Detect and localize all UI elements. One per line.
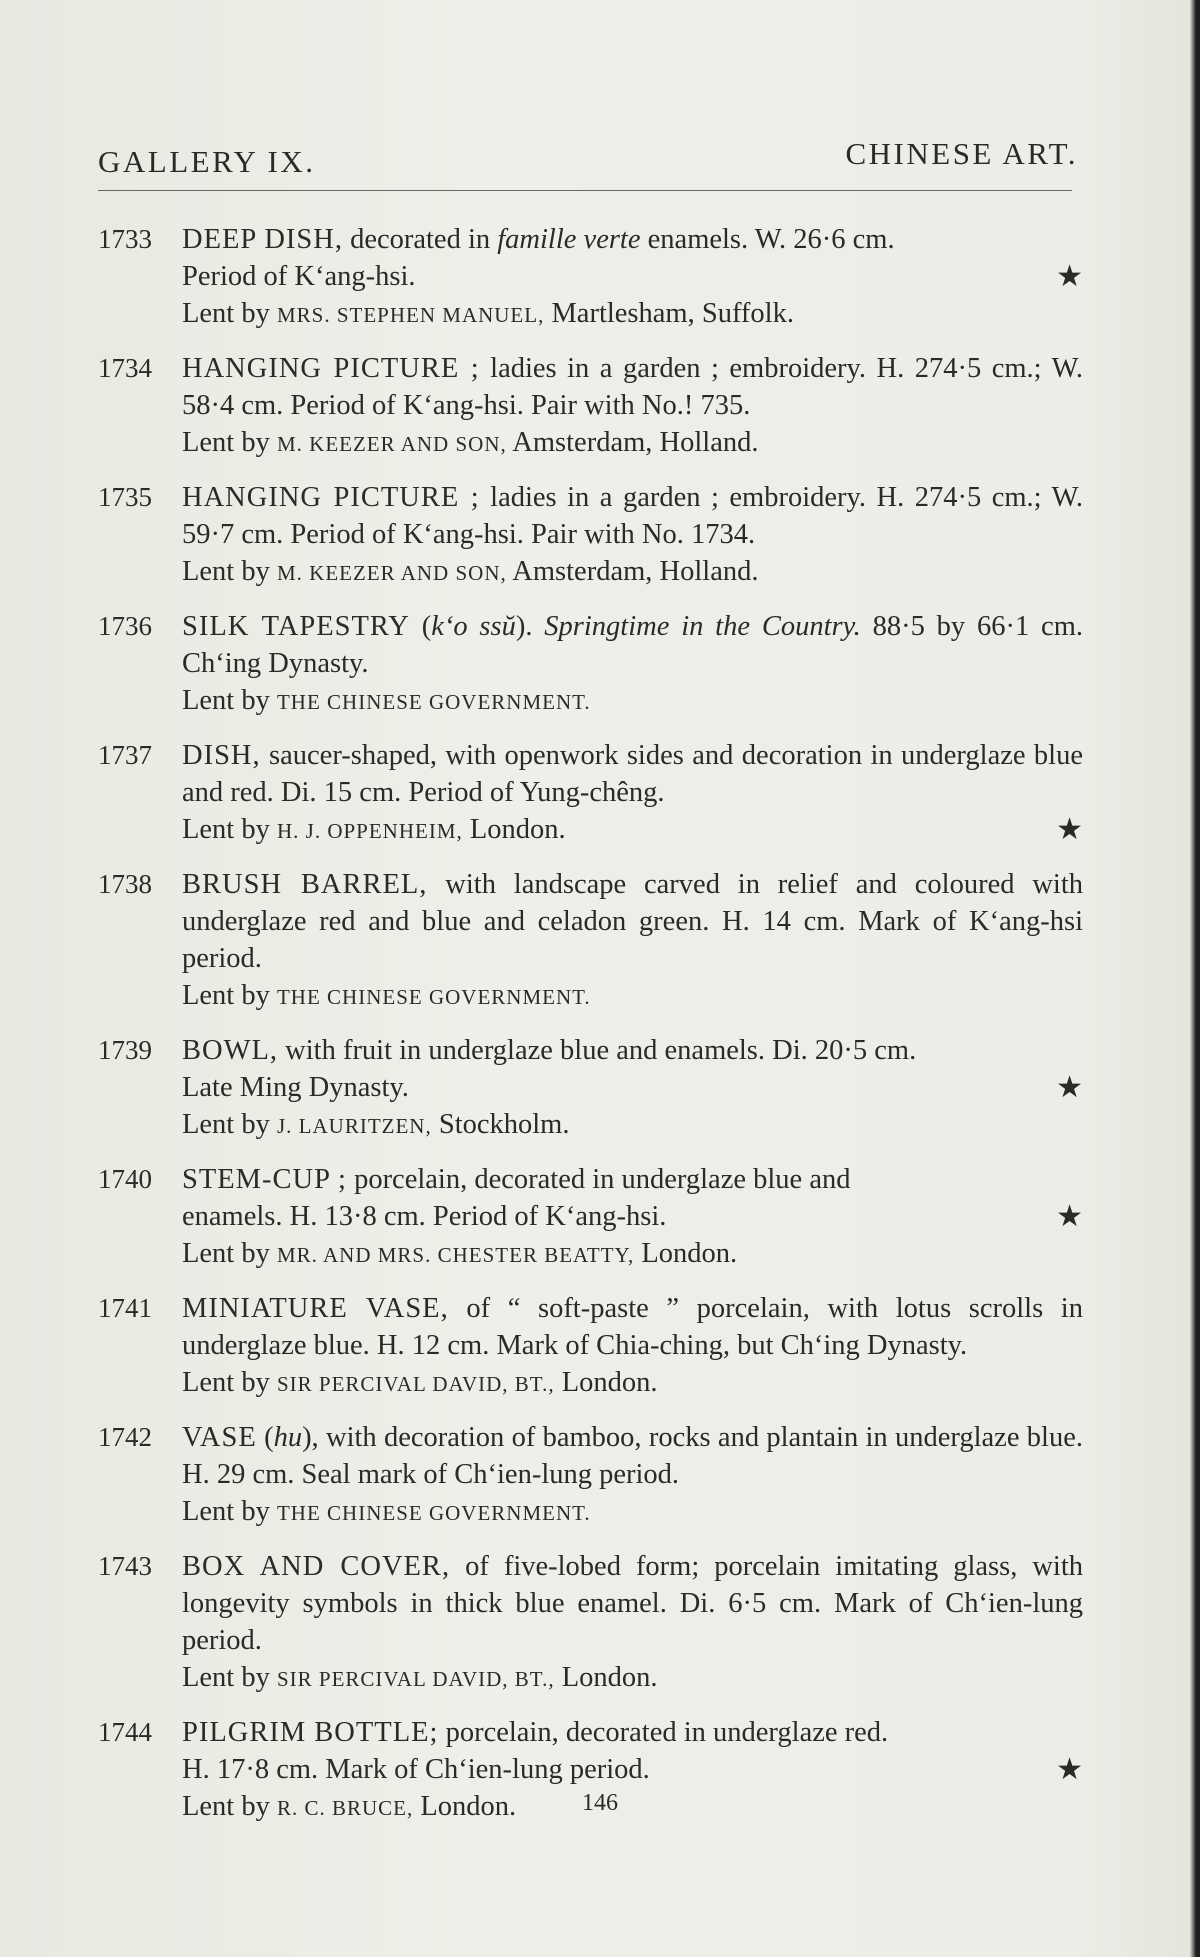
entry-text: porcelain, decorated in underglaze blue and [346,1164,851,1195]
entry-text: Late Ming Dynasty. [182,1072,409,1103]
lender-line [182,1106,1083,1145]
catalogue-entry [98,1419,1083,1532]
lender-name: M. KEEZER AND SON, [276,561,507,585]
entry-description [182,1290,1083,1364]
lent-by: Lent by [182,814,277,845]
lender-line [182,977,1083,1016]
entry-text: porcelain, decorated in underglaze red. [438,1717,889,1748]
catalogue-entry [98,1290,1083,1403]
entry-text: ladies in a garden ; embroidery. H. 274·5 cm.; W. 59·7 cm. Period of K‘ang-hsi. Pair with No. 1734. [182,482,1083,550]
entry-number: 1737 [98,740,152,770]
lent-by: Lent by [182,1367,277,1398]
star-icon: ★ [1056,1200,1083,1233]
entry-italic: famille verte [497,224,641,255]
entry-text: ( [409,611,432,642]
catalogue-entry [98,1032,1083,1145]
catalogue-entry [98,1548,1083,1698]
entry-number: 1738 [98,869,152,899]
lent-by: Lent by [182,556,277,587]
lent-by: Lent by [182,427,277,458]
catalogue-entry [98,350,1083,463]
entry-title: DISH, [182,740,261,771]
star-icon: ★ [1056,813,1083,846]
star-icon: ★ [1056,1753,1083,1786]
lent-by: Lent by [182,1238,277,1269]
entry-text: with landscape carved in relief and coloured with underglaze red and blue and celadon green. H. 14 cm. Mark of K‘ang-hsi period. [182,869,1083,974]
lent-by: Lent by [182,298,277,329]
entry-text: ), with decoration of bamboo, rocks and plantain in underglaze blue. H. 29 cm. Seal mark of Ch‘ien-lung period. [182,1422,1083,1490]
entry-title: DEEP DISH, [182,224,343,255]
entry-number: 1740 [98,1164,152,1194]
entry-italic: hu [273,1422,303,1453]
entry-text: H. 17·8 cm. Mark of Ch‘ien-lung period. [182,1754,650,1785]
catalogue-entry [98,608,1083,721]
catalogue-entry [98,866,1083,1016]
entry-text: saucer-shaped, with openwork sides and decoration in underglaze blue and red. Di. 15 cm. Period of Yung-chêng. [182,740,1083,808]
entry-description [182,1032,1083,1069]
entry-line [182,258,1083,295]
entry-title: VASE [182,1422,257,1453]
lender-place: Amsterdam, Holland. [506,556,759,587]
entry-title: BOWL, [182,1035,279,1066]
entry-number: 1743 [98,1551,152,1581]
lent-by: Lent by [182,685,277,716]
lender-place: Martlesham, Suffolk. [544,298,794,329]
entry-title: HANGING PICTURE ; [182,482,480,513]
entry-text: Period of K‘ang-hsi. [182,261,416,292]
header-rule [98,190,1072,191]
lender-place: London. [634,1238,738,1269]
entry-title: PILGRIM BOTTLE; [182,1717,439,1748]
lender-place: Amsterdam, Holland. [506,427,759,458]
entry-text: 88·5 by 66·1 cm. Ch‘ing Dynasty. [182,611,1083,679]
entry-description [182,608,1083,682]
entry-text: enamels. W. 26·6 cm. [640,224,895,255]
lent-by: Lent by [182,1662,277,1693]
lender-name: SIR PERCIVAL DAVID, BT., [276,1372,555,1396]
catalogue-entry [98,737,1083,850]
entry-description [182,737,1083,811]
entry-title: SILK TAPESTRY [182,611,410,642]
lender-name: THE CHINESE GOVERNMENT. [276,1501,591,1525]
entry-description [182,1548,1083,1659]
lender-name: SIR PERCIVAL DAVID, BT., [276,1667,555,1691]
lender-place: London. [554,1662,658,1693]
entry-text: ladies in a garden ; embroidery. H. 274·5 cm.; W. 58·4 cm. Period of K‘ang-hsi. Pair with No.! 735. [182,353,1083,421]
entry-text: enamels. H. 13·8 cm. Period of K‘ang-hsi. [182,1201,667,1232]
entry-number: 1744 [98,1717,152,1747]
lender-place: London. [413,1791,517,1822]
entry-number: 1736 [98,611,152,641]
page-edge [1190,0,1200,1957]
lender-line [182,553,1083,592]
entry-description [182,1161,1083,1198]
entry-title: STEM-CUP ; [182,1164,347,1195]
star-icon: ★ [1056,1071,1083,1104]
lent-by: Lent by [182,1496,277,1527]
entry-number: 1739 [98,1035,152,1065]
entry-text: ( [256,1422,274,1453]
lent-by: Lent by [182,980,277,1011]
star-icon: ★ [1056,260,1083,293]
entry-title: BRUSH BARREL, [182,869,428,900]
lender-line [182,295,1083,334]
running-header [98,134,1078,184]
lender-place: London. [462,814,566,845]
entry-line [182,1069,1083,1106]
lender-name: H. J. OPPENHEIM, [276,819,463,843]
lender-line [182,1659,1083,1698]
lender-name: THE CHINESE GOVERNMENT. [276,690,591,714]
entry-number: 1735 [98,482,152,512]
entry-description [182,350,1083,424]
entry-text: of “ soft-paste ” porcelain, with lotus scrolls in underglaze blue. H. 12 cm. Mark of Chia-ching, but Ch‘ing Dynasty. [182,1293,1083,1361]
entry-number: 1741 [98,1293,152,1323]
catalogue-entry [98,479,1083,592]
entry-description [182,1714,1083,1751]
entry-text: with fruit in underglaze blue and enamels. Di. 20·5 cm. [278,1035,917,1066]
catalogue-entry [98,1161,1083,1274]
lent-by: Lent by [182,1109,277,1140]
entry-title: HANGING PICTURE ; [182,353,480,384]
lender-line [182,1235,1083,1274]
entry-italic: Springtime in the Country. [544,611,861,642]
lender-name: MR. AND MRS. CHESTER BEATTY, [276,1243,635,1267]
lender-name: THE CHINESE GOVERNMENT. [276,985,591,1009]
lender-line [182,424,1083,463]
entry-number: 1733 [98,224,152,254]
lender-name: MRS. STEPHEN MANUEL, [276,303,545,327]
entry-italic: k‘o ssŭ [431,611,516,642]
catalogue-entries [98,221,1083,1827]
entry-line [182,1751,1083,1788]
lent-by: Lent by [182,1791,277,1822]
lender-place: Stockholm. [431,1109,570,1140]
lender-name: R. C. BRUCE, [276,1796,414,1820]
catalogue-entry [98,221,1083,334]
gallery-heading: GALLERY IX. [98,144,316,179]
lender-line [182,682,1083,721]
entry-number: 1742 [98,1422,152,1452]
section-heading: CHINESE ART. [845,136,1078,171]
page-number: 146 [582,1790,618,1816]
entry-description [182,221,1083,258]
entry-title: MINIATURE VASE, [182,1293,449,1324]
lender-line [182,811,1083,850]
entry-description [182,1419,1083,1493]
lender-line [182,1364,1083,1403]
entry-number: 1734 [98,353,152,383]
entry-line [182,1198,1083,1235]
entry-description [182,866,1083,977]
entry-description [182,479,1083,553]
lender-name: J. LAURITZEN, [276,1114,432,1138]
entry-text: of five-lobed form; porcelain imitating glass, with longevity symbols in thick blue enamel. Di. 6·5 cm. Mark of Ch‘ien-lung period. [182,1551,1084,1656]
lender-name: M. KEEZER AND SON, [276,432,507,456]
entry-text: decorated in [342,224,498,255]
lender-place: London. [554,1367,658,1398]
lender-line [182,1493,1083,1532]
entry-title: BOX AND COVER, [182,1551,451,1582]
entry-text: ). [515,611,545,642]
